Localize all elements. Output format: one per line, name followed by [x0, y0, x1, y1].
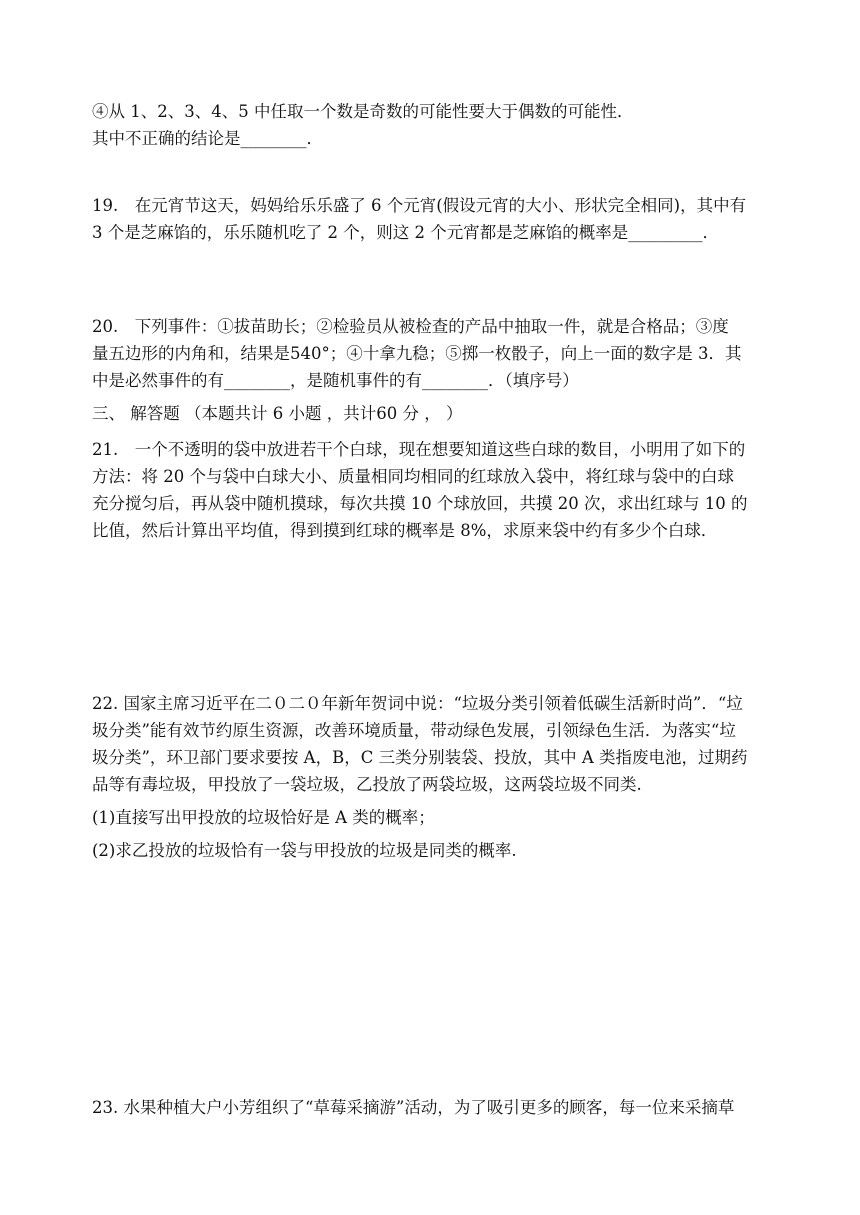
statement-conclusion: 其中不正确的结论是________．	[92, 129, 323, 148]
q22-part1: (1)直接写出甲投放的垃圾恰好是 A 类的概率；	[92, 808, 435, 827]
q19-line1: 19. 在元宵节这天，妈妈给乐乐盛了 6 个元宵(假设元宵的大小、形状完全相同)，其中有	[92, 196, 747, 215]
statement-4: ④从 1、2、3、4、5 中任取一个数是奇数的可能性要大于偶数的可能性．	[92, 102, 634, 121]
q22-part2: (2)求乙投放的垃圾恰有一袋与甲投放的垃圾是同类的概率.	[92, 841, 517, 860]
q21-line3: 充分搅匀后，再从袋中随机摸球，每次共摸 10 个球放回，共摸 20 次，求出红球与 10 的	[92, 494, 748, 513]
q21-line4: 比值，然后计算出平均值，得到摸到红球的概率是 8%，求原来袋中约有多少个白球．	[92, 521, 718, 540]
section-3-heading: 三、 解答题 （本题共计 6 小题 ，共计60 分 ， ）	[92, 404, 463, 423]
q22-line2: 圾分类”能有效节约原生资源，改善环境质量，带动绿色发展，引领绿色生活．为落实“垃	[92, 721, 736, 740]
q19-line2: 3 个是芝麻馅的，乐乐随机吃了 2 个，则这 2 个元宵都是芝麻馅的概率是_________．	[92, 223, 719, 242]
q23-line1: 23. 水果种植大户小芳组织了“草莓采摘游”活动，为了吸引更多的顾客，每一位来采摘草	[92, 1098, 735, 1117]
q22-line4: 品等有毒垃圾，甲投放了一袋垃圾，乙投放了两袋垃圾，这两袋垃圾不同类.	[92, 775, 642, 794]
q21-line2: 方法：将 20 个与袋中白球大小、质量相同均相同的红球放入袋中，将红球与袋中的白球	[92, 467, 734, 486]
q22-line3: 圾分类”，环卫部门要求要按 A，B，C 三类分别装袋、投放，其中 A 类指废电池，过期药	[92, 748, 748, 767]
q22-line1: 22. 国家主席习近平在二０二０年新年贺词中说：“垃圾分类引领着低碳生活新时尚”．“垃	[92, 694, 743, 713]
q20-line1: 20. 下列事件：①拔苗助长；②检验员从被检查的产品中抽取一件，就是合格品；③度	[92, 317, 729, 336]
q20-line2: 量五边形的内角和，结果是540°；④十拿九稳；⑤掷一枚骰子，向上一面的数字是 3．其	[92, 344, 742, 363]
q20-line3: 中是必然事件的有________，是随机事件的有________．（填序号）	[92, 371, 579, 390]
q21-line1: 21. 一个不透明的袋中放进若干个白球，现在想要知道这些白球的数目，小明用了如下的	[92, 440, 746, 459]
